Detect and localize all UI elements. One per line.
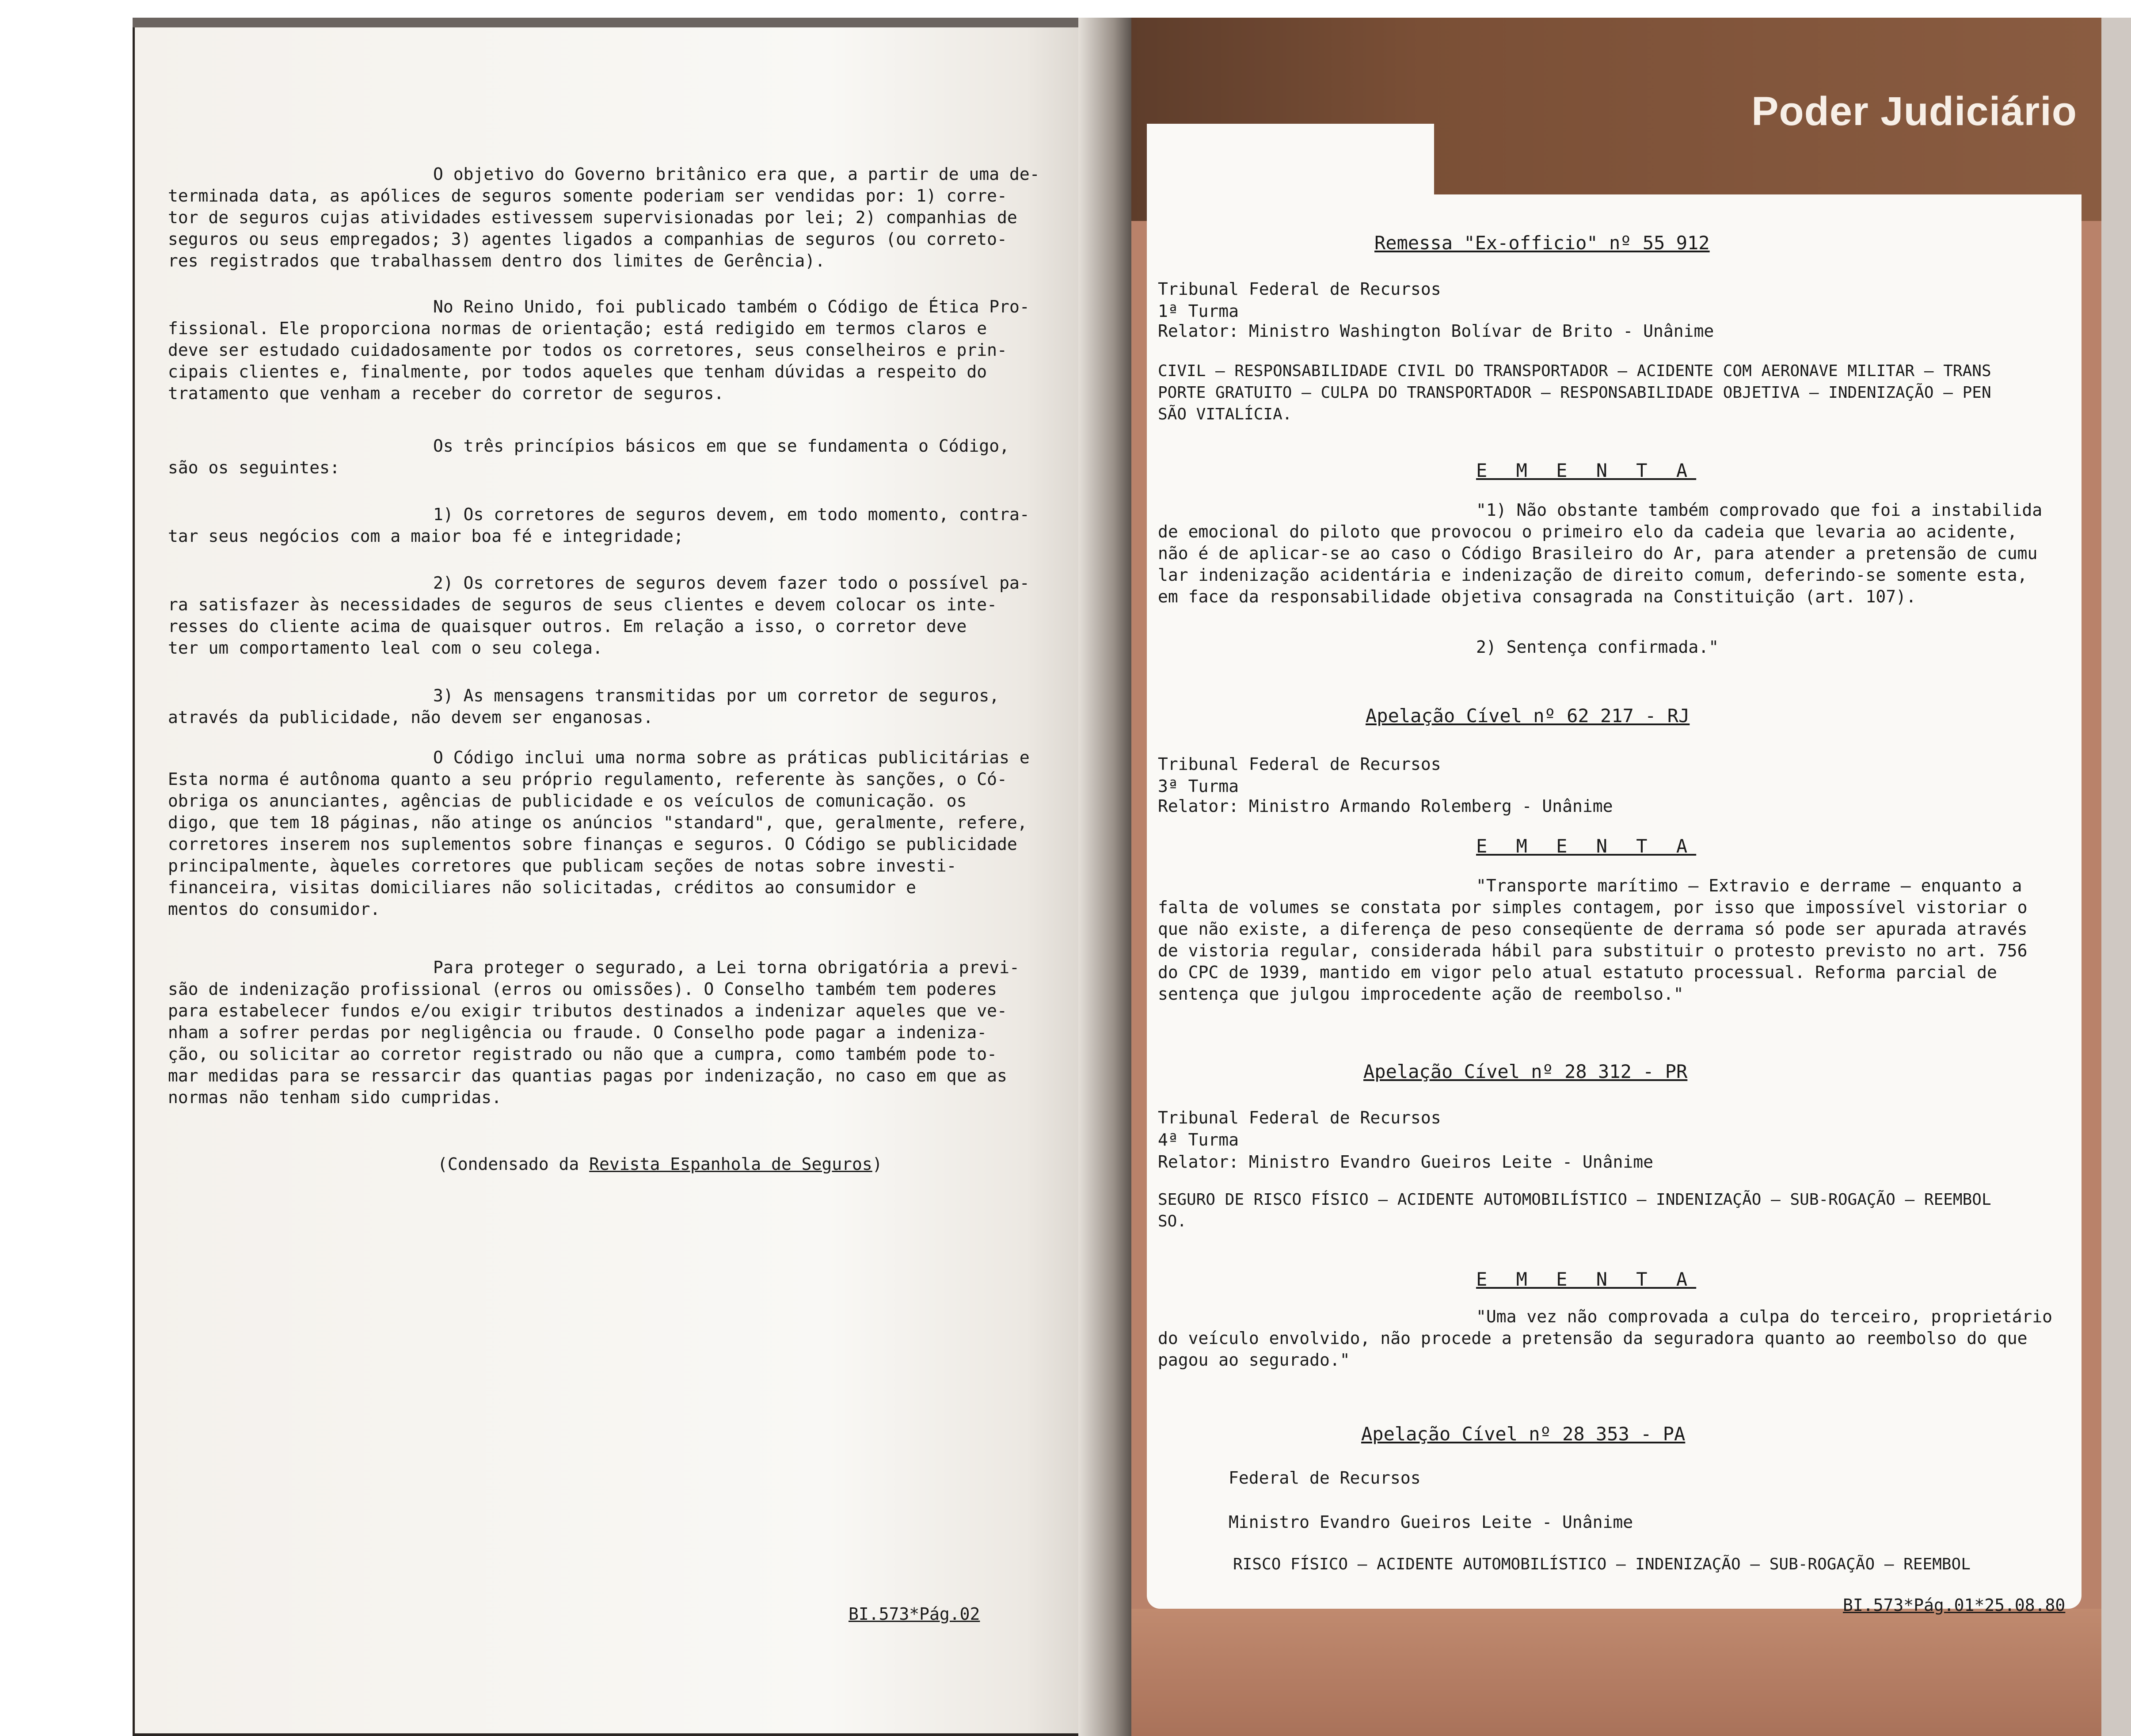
case-2-ementa-label: E M E N T A <box>1476 835 1697 857</box>
case-1-relator: Relator: Ministro Washington Bolívar de Brito - Unânime <box>1158 321 1714 341</box>
left-paragraph-8: Para proteger o segurado, a Lei torna obrigatória a previ- são de indenização profissional (erros ou omissões). O Conselho também tem poderes para estabelecer fundos e/ou exigir tributos destinados a indenizar aqueles que ve- nham a sofrer perdas por negligência ou fraude. O Conselho pode pagar a indeniza- ção, ou solicitar ao corretor registrado ou não que a cumpra, como também pode to- mar medidas para se ressarcir das quantias pagas por indenização, no caso em que as normas não tenham sido cumpridas. <box>168 958 1020 1107</box>
case-3-ementa-label: E M E N T A <box>1476 1268 1697 1290</box>
case-title-3: Apelação Cível nº 28 312 - PR <box>1363 1061 1688 1082</box>
case-2-tribunal: Tribunal Federal de Recursos <box>1158 754 1441 774</box>
case-1-subject: CIVIL — RESPONSABILIDADE CIVIL DO TRANSPORTADOR — ACIDENTE COM AERONAVE MILITAR — TRANS PORTE GRATUITO — CULPA DO TRANSPORTADOR — RESPONSABILIDADE OBJETIVA — INDENIZAÇÃO — PEN SÃO VITALÍCIA. <box>1158 362 1991 423</box>
source-title: Revista Espanhola de Seguros <box>589 1154 872 1174</box>
case-title-1: Remessa "Ex-officio" nº 55 912 <box>1374 232 1710 254</box>
left-paragraph-2: No Reino Unido, foi publicado também o Código de Ética Pro- fissional. Ele proporciona normas de orientação; está redigido em termos claros e deve ser estudado cuidadosamente por todos os corretores, seus conselheiros e prin- cipais clientes e, finalmente, por todos aqueles que tenham dúvidas a respeito do tratamento que venham a receber do corretor de seguros. <box>168 297 1030 403</box>
case-3-relator: Relator: Ministro Evandro Gueiros Leite - Unânime <box>1158 1152 1654 1172</box>
left-paragraph-1: O objetivo do Governo britânico era que, a partir de uma de- terminada data, as apólices de seguros somente poderiam ser vendidas por: 1) corre- tor de seguros cujas atividades estivessem supervisionadas por lei; 2) companhias de seguros ou seus empregados; 3) agentes ligados a companhias de seguros (ou correto- res registrados que trabalhassem dentro dos limites de Gerência). <box>168 164 1040 270</box>
section-title: Poder Judiciário <box>1751 89 2077 134</box>
source-prefix: (Condensado da <box>438 1154 590 1174</box>
case-3-turma: 4ª Turma <box>1158 1130 1239 1150</box>
scan-border-left <box>0 0 133 1736</box>
case-3-ementa-text: "Uma vez não comprovada a culpa do terceiro, proprietário do veículo envolvido, não procede a pretensão da seguradora quanto ao reembolso do que pagou ao segurado." <box>1158 1307 2053 1370</box>
case-1-ementa-end: 2) Sentença confirmada." <box>1476 637 1719 657</box>
right-page-footer: BI.573*Pág.01*25.08.80 <box>1843 1595 2066 1615</box>
case-1-ementa-text: "1) Não obstante também comprovado que foi a instabilida de emocional do piloto que provocou o primeiro elo da cadeia que levaria ao acidente, não é de aplicar-se ao caso o Código Brasileiro do Ar, para atender a pretensão de cumu lar indenização acidentária e indenização de direito comum, deferindo-se somente esta, em face da responsabilidade objetiva consagrada na Constituição (art. 107). <box>1158 500 2043 606</box>
case-3-subject: SEGURO DE RISCO FÍSICO — ACIDENTE AUTOMOBILÍSTICO — INDENIZAÇÃO — SUB-ROGAÇÃO — REEMBOL SO. <box>1158 1191 1991 1230</box>
scan-border-top <box>0 0 2131 18</box>
left-paragraph-3: Os três princípios básicos em que se fundamenta o Código, são os seguintes: <box>168 436 1010 477</box>
case-4-subject: RISCO FÍSICO — ACIDENTE AUTOMOBILÍSTICO — INDENIZAÇÃO — SUB-ROGAÇÃO — REEMBOL <box>1233 1555 1971 1573</box>
right-page-tab <box>1147 124 1434 212</box>
case-title-2: Apelação Cível nº 62 217 - RJ <box>1366 705 1690 727</box>
book-edge-strip <box>133 18 1131 27</box>
case-1-turma: 1ª Turma <box>1158 301 1239 321</box>
case-2-turma: 3ª Turma <box>1158 777 1239 796</box>
case-3-tribunal: Tribunal Federal de Recursos <box>1158 1108 1441 1127</box>
case-1-ementa-label: E M E N T A <box>1476 460 1697 481</box>
case-2-relator: Relator: Ministro Armando Rolemberg - Unânime <box>1158 796 1613 816</box>
left-paragraph-4: 1) Os corretores de seguros devem, em todo momento, contra- tar seus negócios com a maior boa fé e integridade; <box>168 505 1030 546</box>
left-paragraph-7: O Código inclui uma norma sobre as práticas publicitárias e Esta norma é autônoma quanto a seu próprio regulamento, referente às sanções, o Có- obriga os anunciantes, agências de publicidade e os veículos de comunicação. os digo, que tem 18 páginas, não atinge os anúncios "standard", que, geralmente, refere, corretores inserem nos suplementos sobre finanças e seguros. O Código se publicidade principalmente, àqueles corretores que publicam seções de notas sobre investi- financeira, visitas domiciliares não solicitadas, créditos ao consumidor e mentos do consumidor. <box>168 748 1030 919</box>
left-paragraph-6: 3) As mensagens transmitidas por um corretor de seguros, através da publicidade, não devem ser enganosas. <box>168 686 1000 727</box>
book-edge-right <box>2101 18 2131 1736</box>
page-bottom-edge <box>1131 1609 2101 1736</box>
case-2-ementa-text: "Transporte marítimo — Extravio e derrame — enquanto a falta de volumes se constata por simples contagem, por isso que impossível vistoriar o que não existe, a diferença de peso conseqüente de derrama só pode ser apurada através de vistoria regular, considerada hábil para substituir o protesto previsto no art. 756 do CPC de 1939, mantido em vigor pelo atual estatuto processual. Reforma parcial de sentença que julgou improcedente ação de reembolso." <box>1158 876 2028 1004</box>
case-1-tribunal: Tribunal Federal de Recursos <box>1158 279 1441 299</box>
case-4-relator: Ministro Evandro Gueiros Leite - Unânime <box>1229 1512 1633 1532</box>
left-paragraph-5: 2) Os corretores de seguros devem fazer todo o possível pa- ra satisfazer às necessidades de seguros de seus clientes e devem colocar os inte- resses do cliente acima de quaisquer outros. Em relação a isso, o corretor deve ter um comportamento leal com o seu colega. <box>168 573 1030 658</box>
case-4-tribunal: Federal de Recursos <box>1229 1468 1421 1488</box>
case-title-4: Apelação Cível nº 28 353 - PA <box>1361 1423 1686 1445</box>
left-page-footer: BI.573*Pág.02 <box>849 1604 980 1624</box>
source-suffix: ) <box>872 1154 883 1174</box>
